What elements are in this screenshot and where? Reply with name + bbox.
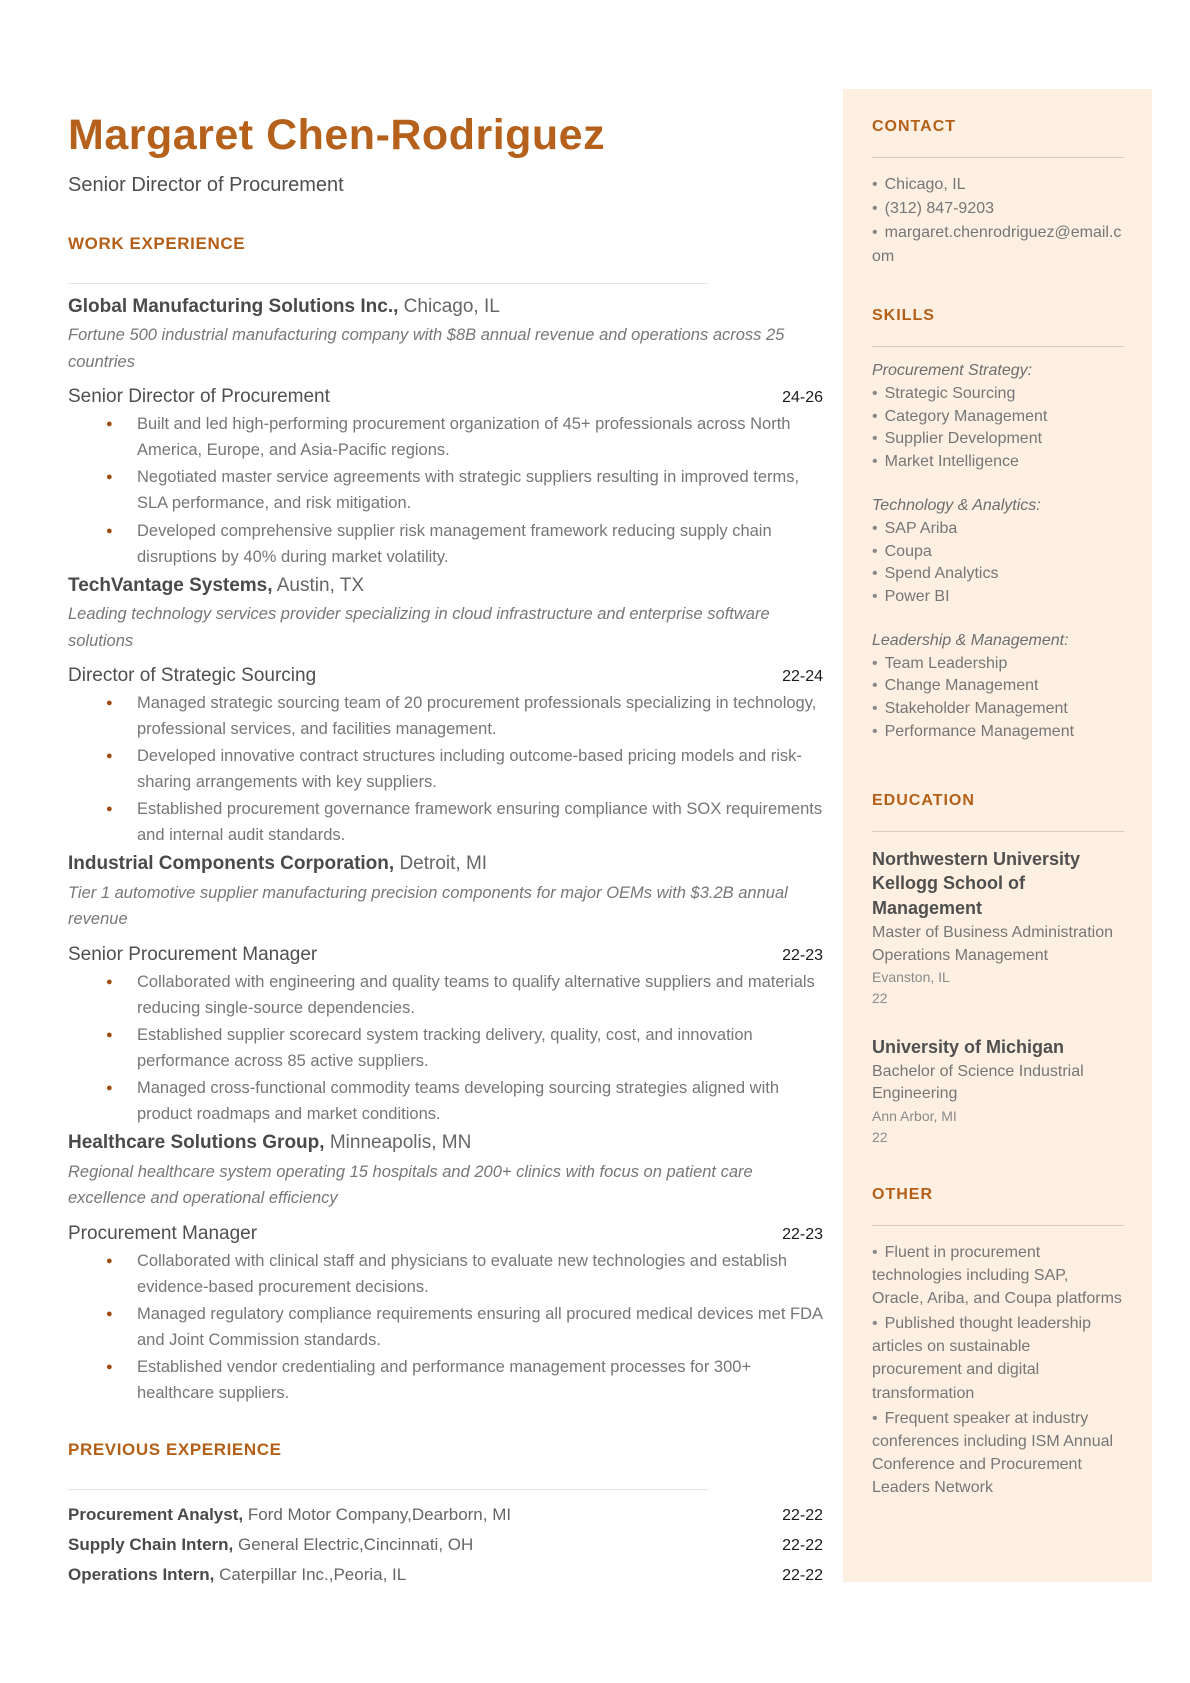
bullet-icon: • xyxy=(872,654,878,672)
skill-name: Coupa xyxy=(884,542,932,560)
main-column xyxy=(68,105,823,1590)
skill-name: Category Management xyxy=(884,407,1048,425)
role-dates: 22-24 xyxy=(782,668,823,685)
previous-role-line xyxy=(68,1530,473,1560)
skill-group xyxy=(872,632,1124,744)
other-text: Frequent speaker at industry conferences including ISM Annual Conference and Procurement Leaders Network xyxy=(872,1409,1114,1497)
education-section-title: EDUCATION xyxy=(872,791,975,809)
sidebar-section-other xyxy=(872,1186,1124,1500)
contact-item xyxy=(872,197,1124,221)
company-location: Austin, TX xyxy=(272,574,365,596)
bullet-icon: • xyxy=(872,385,878,402)
previous-experience-row xyxy=(68,1560,823,1590)
skill-group-label: Procurement Strategy: xyxy=(872,362,1033,379)
role-title: Director of Strategic Sourcing xyxy=(68,665,317,686)
job-bullet: ● Established vendor credentialing and performance management processes for 300+ healthcare suppliers. xyxy=(68,1354,823,1406)
contact-value: margaret.chenrodriguez@email.com xyxy=(872,224,1122,265)
company-location: Chicago, IL xyxy=(398,295,500,317)
skill-item xyxy=(872,383,1124,406)
role-row xyxy=(68,944,823,966)
other-text: Fluent in procurement technologies including SAP, Oracle, Ariba, and Coupa platforms xyxy=(872,1243,1122,1307)
role-bullets xyxy=(68,1248,823,1406)
job-entry xyxy=(68,1130,823,1406)
contact-value: Chicago, IL xyxy=(884,176,966,193)
skill-item xyxy=(872,698,1124,721)
contact-section-title: CONTACT xyxy=(872,118,957,135)
company-description: Fortune 500 industrial manufacturing company with $8B annual revenue and operations across 25 countries xyxy=(68,326,785,371)
job-bullet: ● Managed cross-functional commodity teams developing sourcing strategies aligned with product roadmaps and market conditions. xyxy=(68,1075,823,1127)
company-location: Minneapolis, MN xyxy=(324,1132,472,1154)
sidebar-section-skills xyxy=(872,307,1124,744)
sidebar xyxy=(843,89,1152,1582)
previous-role: Supply Chain Intern, xyxy=(68,1534,234,1554)
skill-name: Spend Analytics xyxy=(884,565,999,583)
previous-company-location: General Electric,Cincinnati, OH xyxy=(233,1534,474,1554)
role-title: Senior Procurement Manager xyxy=(68,943,318,965)
job-entry xyxy=(68,294,823,570)
education-entry xyxy=(872,1035,1124,1148)
bullet-icon: • xyxy=(872,430,878,448)
school-year: 22 xyxy=(872,1128,888,1145)
role-dates: 22-23 xyxy=(782,1225,823,1243)
skill-item xyxy=(872,428,1124,451)
role-dates: 22-23 xyxy=(782,946,823,964)
job-bullet: ● Negotiated master service agreements with strategic suppliers resulting in improved terms, SLA performance, and risk mitigation. xyxy=(68,464,823,516)
skill-item xyxy=(872,541,1124,564)
job-bullet: ● Collaborated with clinical staff and physicians to evaluate new technologies and establish evidence-based procurement decisions. xyxy=(68,1248,823,1300)
bullet-icon: • xyxy=(872,200,878,217)
previous-role: Operations Intern, xyxy=(68,1564,215,1584)
skill-name: Power BI xyxy=(884,588,950,606)
skills-section-title: SKILLS xyxy=(872,307,935,324)
contact-value: (312) 847-9203 xyxy=(884,200,995,217)
job-entry xyxy=(68,573,823,849)
skill-name: Stakeholder Management xyxy=(884,700,1068,718)
company-name: Global Manufacturing Solutions Inc., xyxy=(68,295,399,317)
sidebar-section-contact xyxy=(872,118,1124,269)
bullet-icon: • xyxy=(872,407,878,425)
skill-group xyxy=(872,362,1124,474)
contact-item xyxy=(872,173,1124,197)
skill-item xyxy=(872,406,1124,429)
previous-company-location: Ford Motor Company,Dearborn, MI xyxy=(243,1504,512,1524)
company-description: Regional healthcare system operating 15 hospitals and 200+ clinics with focus on patient care excellence and operational efficiency xyxy=(68,1162,753,1208)
skill-item xyxy=(872,675,1124,698)
skill-name: Market Intelligence xyxy=(884,453,1019,471)
company-description: Leading technology services provider specializing in cloud infrastructure and enterprise software solutions xyxy=(68,605,770,650)
previous-experience-list xyxy=(68,1500,823,1590)
bullet-icon: • xyxy=(872,1409,878,1427)
job-bullet: ● Built and led high-performing procurement organization of 45+ professionals across North America, Europe, and Asia-Pacific regions. xyxy=(68,411,823,463)
skills-groups xyxy=(872,362,1124,744)
jobs-list xyxy=(68,294,823,1406)
skill-name: Change Management xyxy=(884,677,1039,695)
company-line xyxy=(68,851,823,878)
job-entry xyxy=(68,851,823,1127)
contact-list xyxy=(872,173,1124,269)
other-text: Published thought leadership articles on sustainable procurement and digital transformation xyxy=(872,1315,1091,1402)
company-description: Tier 1 automotive supplier manufacturing precision components for major OEMs with $3.2B annual revenue xyxy=(68,883,788,929)
skill-item xyxy=(872,518,1124,541)
previous-role-line xyxy=(68,1560,406,1590)
previous-dates: 22-22 xyxy=(782,1536,823,1554)
skill-items xyxy=(872,383,1124,474)
skill-items xyxy=(872,518,1124,609)
education-entry xyxy=(872,847,1124,1009)
education-list xyxy=(872,847,1124,1148)
skill-name: SAP Ariba xyxy=(884,519,958,537)
skill-items xyxy=(872,653,1124,744)
contact-item xyxy=(872,221,1124,269)
company-name: Industrial Components Corporation, xyxy=(68,853,395,875)
skill-group xyxy=(872,497,1124,609)
work-experience-title: WORK EXPERIENCE xyxy=(68,233,246,253)
bullet-icon: • xyxy=(872,224,878,241)
bullet-icon: • xyxy=(872,588,878,606)
person-name: Margaret Chen-Rodriguez xyxy=(68,111,606,159)
school-year: 22 xyxy=(872,989,888,1006)
other-item xyxy=(872,1312,1124,1405)
skill-item xyxy=(872,653,1124,676)
bullet-icon: • xyxy=(872,677,878,695)
bullet-icon: • xyxy=(872,453,878,471)
job-bullet: ● Developed innovative contract structures including outcome-based pricing models and risk-sharing arrangements with key suppliers. xyxy=(68,743,823,795)
bullet-icon: • xyxy=(872,1315,878,1333)
company-line xyxy=(68,573,823,600)
school-location: Ann Arbor, MI xyxy=(872,1107,957,1124)
role-row xyxy=(68,665,823,687)
skill-item xyxy=(872,721,1124,744)
previous-role: Procurement Analyst, xyxy=(68,1504,244,1524)
section-divider xyxy=(872,831,1124,832)
other-item xyxy=(872,1407,1124,1500)
school-degree: Master of Business Administration Operations Management xyxy=(872,924,1113,964)
previous-dates: 22-22 xyxy=(782,1566,823,1584)
previous-company-location: Caterpillar Inc.,Peoria, IL xyxy=(214,1564,407,1584)
skill-item xyxy=(872,451,1124,474)
job-bullet: ● Managed strategic sourcing team of 20 procurement professionals specializing in technology, professional services, and facilities management. xyxy=(68,690,823,742)
role-bullets xyxy=(68,690,823,848)
skill-name: Performance Management xyxy=(884,722,1075,740)
role-row xyxy=(68,1223,823,1245)
person-title: Senior Director of Procurement xyxy=(68,173,344,196)
bullet-icon: • xyxy=(872,722,878,740)
previous-role-line xyxy=(68,1500,511,1530)
skill-name: Supplier Development xyxy=(884,430,1043,448)
job-bullet: ● Collaborated with engineering and quality teams to qualify alternative suppliers and materials reducing single-source dependencies. xyxy=(68,969,823,1021)
school-name: University of Michigan xyxy=(872,1036,1065,1057)
school-location: Evanston, IL xyxy=(872,968,950,985)
section-divider xyxy=(872,1225,1124,1226)
skill-name: Strategic Sourcing xyxy=(884,385,1016,402)
company-line xyxy=(68,294,823,321)
previous-experience-title: PREVIOUS EXPERIENCE xyxy=(68,1439,282,1459)
bullet-icon: • xyxy=(872,1243,878,1261)
skill-group-label: Leadership & Management: xyxy=(872,631,1069,649)
previous-dates: 22-22 xyxy=(782,1506,823,1524)
company-name: TechVantage Systems, xyxy=(68,574,273,596)
section-divider xyxy=(872,346,1124,347)
job-bullet: ● Managed regulatory compliance requirements ensuring all procured medical devices met FDA and Joint Commission standards. xyxy=(68,1301,823,1353)
skill-item xyxy=(872,586,1124,609)
skill-item xyxy=(872,563,1124,586)
other-list xyxy=(872,1241,1124,1500)
previous-experience-row xyxy=(68,1530,823,1560)
skill-group-label: Technology & Analytics: xyxy=(872,496,1041,514)
role-dates: 24-26 xyxy=(782,389,823,407)
company-line xyxy=(68,1130,823,1157)
job-bullet: ● Developed comprehensive supplier risk management framework reducing supply chain disruptions by 40% during market volatility. xyxy=(68,518,823,570)
company-location: Detroit, MI xyxy=(394,853,488,875)
role-row xyxy=(68,386,823,408)
role-bullets xyxy=(68,411,823,569)
section-divider xyxy=(872,157,1124,158)
bullet-icon: • xyxy=(872,176,878,193)
job-bullet: ● Established supplier scorecard system tracking delivery, quality, cost, and innovation performance across 85 active suppliers. xyxy=(68,1022,823,1074)
role-title: Senior Director of Procurement xyxy=(68,386,330,408)
role-title: Procurement Manager xyxy=(68,1222,258,1244)
bullet-icon: • xyxy=(872,565,878,583)
previous-experience-row xyxy=(68,1500,823,1530)
other-item xyxy=(872,1241,1124,1311)
company-name: Healthcare Solutions Group, xyxy=(68,1132,325,1154)
bullet-icon: • xyxy=(872,519,878,537)
sidebar-section-education xyxy=(872,792,1124,1148)
bullet-icon: • xyxy=(872,700,878,718)
other-section-title: OTHER xyxy=(872,1185,933,1203)
bullet-icon: • xyxy=(872,542,878,560)
school-degree: Bachelor of Science Industrial Engineering xyxy=(872,1062,1084,1103)
role-bullets xyxy=(68,969,823,1127)
section-divider xyxy=(68,283,708,284)
section-divider xyxy=(68,1489,708,1490)
school-name: Northwestern University Kellogg School of Management xyxy=(872,848,1081,919)
job-bullet: ● Established procurement governance framework ensuring compliance with SOX requirements and internal audit standards. xyxy=(68,796,823,848)
skill-name: Team Leadership xyxy=(884,654,1008,672)
